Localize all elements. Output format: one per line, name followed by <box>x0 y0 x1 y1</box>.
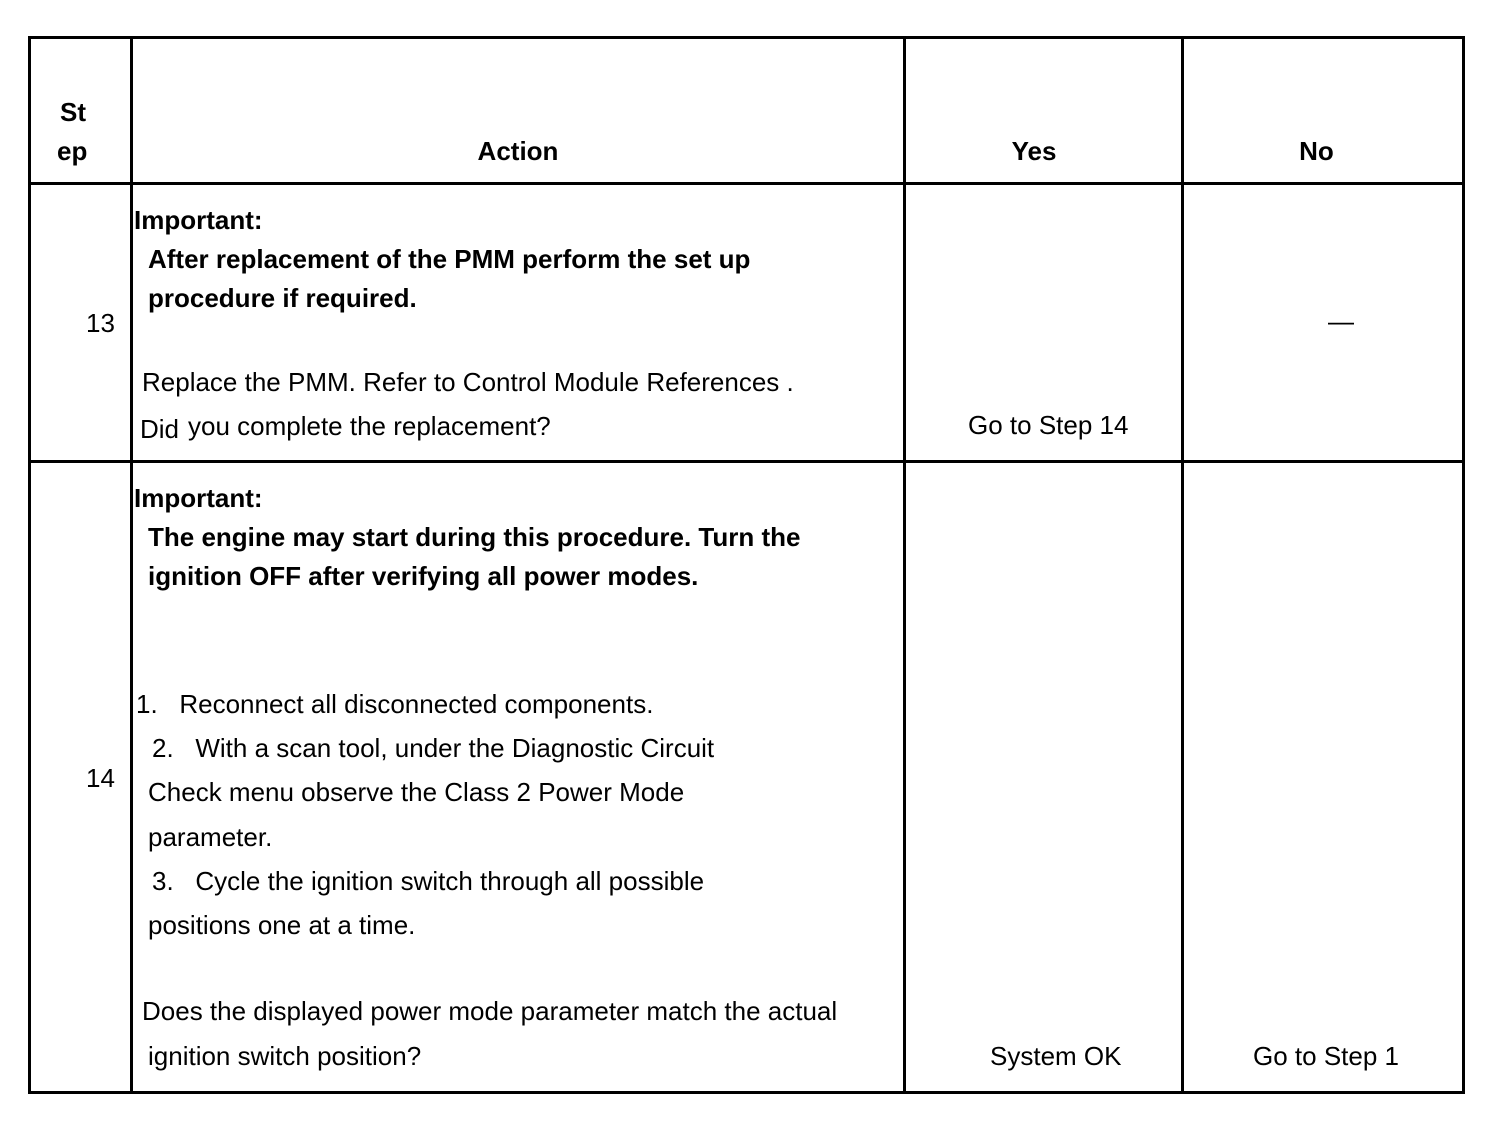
header-no: No <box>1299 136 1334 166</box>
important-note-line: After replacement of the PMM perform the set up <box>148 244 751 274</box>
yes-action: System OK <box>990 1041 1122 1071</box>
table-border-right <box>1462 36 1465 1094</box>
important-note-line: The engine may start during this procedure. Turn the <box>148 522 801 552</box>
yes-action: Go to Step 14 <box>968 410 1129 440</box>
question-text: Does the displayed power mode parameter match the actual <box>142 996 838 1026</box>
header-divider <box>28 182 1465 185</box>
row-divider <box>28 460 1465 463</box>
question-text-part2: you complete the replacement? <box>188 411 551 441</box>
instruction-text: Replace the PMM. Refer to Control Module References . <box>142 367 794 397</box>
header-yes: Yes <box>1011 136 1057 166</box>
list-item: 1. Reconnect all disconnected components. <box>136 689 654 719</box>
column-divider-action <box>903 36 906 1094</box>
list-item: 3. Cycle the ignition switch through all possible <box>152 866 705 896</box>
no-action: — <box>1328 306 1354 336</box>
step-number: 13 <box>86 308 115 338</box>
table-border-top <box>28 36 1465 39</box>
header-step-line1: St <box>60 97 86 127</box>
list-item: Check menu observe the Class 2 Power Mode <box>148 777 685 807</box>
important-label: Important: <box>134 483 263 513</box>
list-item: 2. With a scan tool, under the Diagnostic Circuit <box>152 733 715 763</box>
column-divider-yes <box>1181 36 1184 1094</box>
list-item: positions one at a time. <box>148 910 416 940</box>
important-note-line: procedure if required. <box>148 283 417 313</box>
step-number: 14 <box>86 763 115 793</box>
question-text: ignition switch position? <box>148 1041 422 1071</box>
no-action: Go to Step 1 <box>1253 1041 1399 1071</box>
header-action: Action <box>477 136 559 166</box>
column-divider-step <box>130 36 133 1094</box>
important-label: Important: <box>134 205 263 235</box>
question-text-part1: Did <box>140 414 180 444</box>
table-border-left <box>28 36 31 1094</box>
important-note-line: ignition OFF after verifying all power modes. <box>148 561 699 591</box>
header-step-line2: ep <box>57 136 88 166</box>
table-border-bottom <box>28 1091 1465 1094</box>
list-item: parameter. <box>148 822 273 852</box>
